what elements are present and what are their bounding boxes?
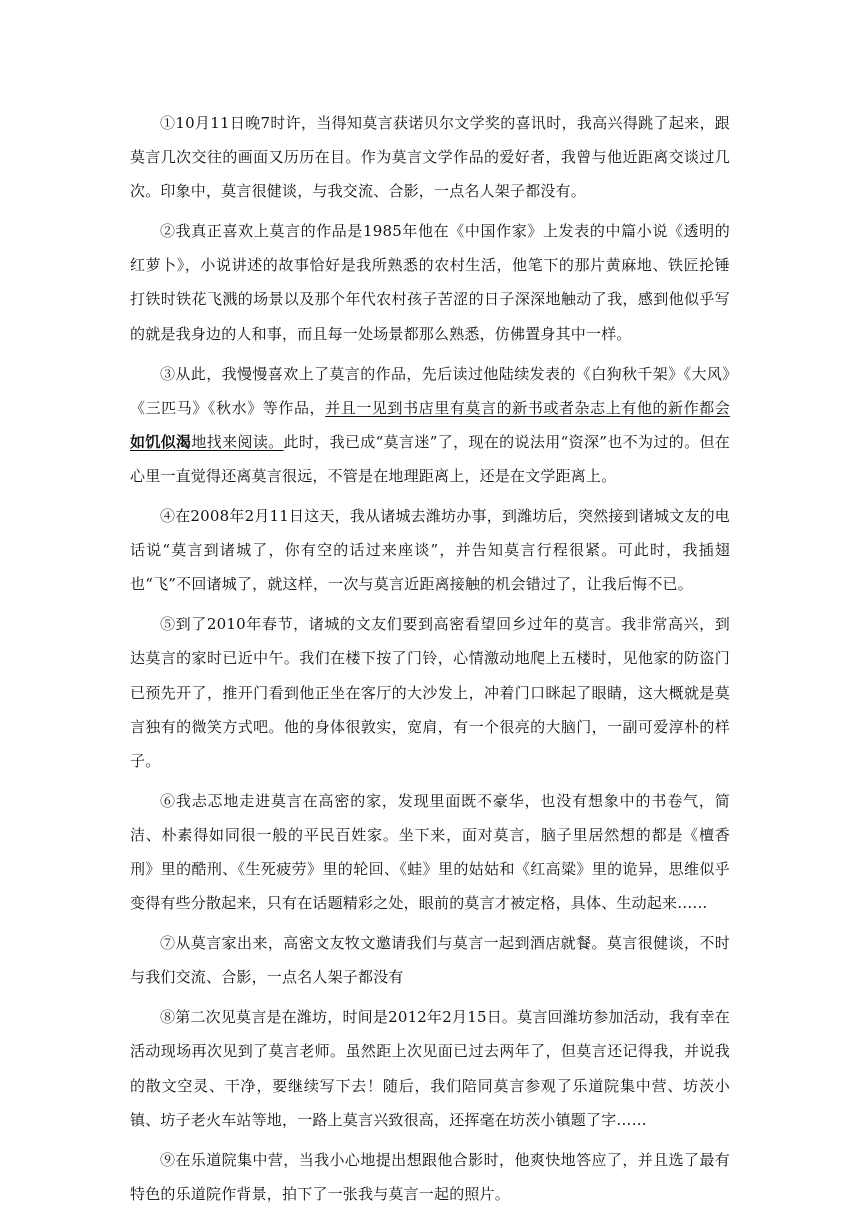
- paragraph-3: [130, 357, 730, 493]
- underlined-part-a: 并且一见到书店里有莫言的新书或者杂志上有他的新作都会: [325, 398, 731, 417]
- paragraph-2: ②我真正喜欢上莫言的作品是1985年他在《中国作家》上发表的中篇小说《透明的红萝卜》，小说讲述的故事恰好是我所熟悉的农村生活，他笔下的那片黄麻地、铁匠抡锤打铁时铁花飞溅的场景以及那个年代农村孩子苦涩的日子深深地触动了我，感到他似乎写的就是我身边的人和事，而且每一处场景都那么熟悉，仿佛置身其中一样。: [130, 222, 730, 343]
- article-body: [130, 106, 730, 1217]
- paragraph-8: ⑧第二次见莫言是在潍坊，时间是2012年2月15日。莫言回潍坊参加活动，我有幸在活动现场再次见到了莫言老师。虽然距上次见面已过去两年了，但莫言还记得我，并说我的散文空灵、干净，要继续写下去！随后，我们陪同莫言参观了乐道院集中营、坊茨小镇、坊子老火车站等地，一路上莫言兴致很高，还挥毫在坊茨小镇题了字……: [130, 1008, 730, 1129]
- paragraph-5: ⑤到了2010年春节，诸城的文友们要到高密看望回乡过年的莫言。我非常高兴，到达莫言的家时已近中午。我们在楼下按了门铃，心情激动地爬上五楼时，见他家的防盗门已预先开了，推开门看到他正坐在客厅的大沙发上，冲着门口眯起了眼睛，这大概就是莫言独有的微笑方式吧。他的身体很敦实，宽肩，有一个很亮的大脑门，一副可爱淳朴的样子。: [130, 615, 730, 770]
- paragraph-6: ⑥我忐忑地走进莫言在高密的家，发现里面既不豪华，也没有想象中的书卷气，简洁、朴素得如同很一般的平民百姓家。坐下来，面对莫言，脑子里居然想的都是《檀香刑》里的酷刑、《生死疲劳》里的轮回、《蛙》里的姑姑和《红高粱》里的诡异，思维似乎变得有些分散起来，只有在话题精彩之处，眼前的莫言才被定格，具体、生动起来……: [130, 791, 730, 913]
- paragraph-9: ⑨在乐道院集中营，当我小心地提出想跟他合影时，他爽快地答应了，并且选了最有特色的乐道院作背景，拍下了一张我与莫言一起的照片。: [130, 1150, 730, 1203]
- bold-phrase: 如饥似渴: [130, 432, 192, 451]
- paragraph-4: ④在2008年2月11日这天，我从诸城去潍坊办事，到潍坊后，突然接到诸城文友的电话说“莫言到诸城了，你有空的话过来座谈”，并告知莫言行程很紧。可此时，我插翅也“飞”不回诸城了，就这样，一次与莫言近距离接触的机会错过了，让我后悔不已。: [130, 507, 730, 594]
- paragraph-3-text-end: 此时，我已成“莫言迷”了，现在的说法用“资深”也不为过的。但在心里一直觉得还离莫言很远，不管是在地理距离上，还是在文学距离上。: [130, 432, 730, 485]
- paragraph-7: ⑦从莫言家出来，高密文友牧文邀请我们与莫言一起到酒店就餐。莫言很健谈，不时与我们交流、合影，一点名人架子都没有: [130, 934, 730, 987]
- paragraph-1: ①10月11日晚7时许，当得知莫言获诺贝尔文学奖的喜讯时，我高兴得跳了起来，跟莫言几次交往的画面又历历在目。作为莫言文学作品的爱好者，我曾与他近距离交谈过几次。印象中，莫言很健谈，与我交流、合影，一点名人架子都没有。: [130, 114, 730, 201]
- paragraph-3-text-start: ③从此，我慢慢喜欢上了莫言的作品，先后读过他陆续发表的《白狗秋千架》《大风》《三匹马》《秋水》等作品，: [130, 364, 730, 417]
- underlined-part-b: 地找来阅读。: [191, 432, 284, 451]
